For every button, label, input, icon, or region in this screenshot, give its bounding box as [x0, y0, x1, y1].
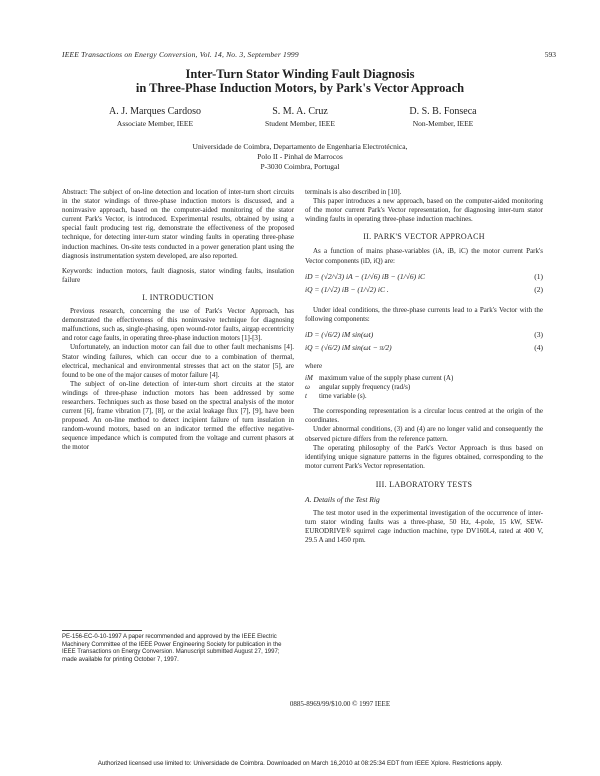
- copyright-line: 0885-8969/99/$10.00 © 1997 IEEE: [289, 700, 391, 708]
- left-column: [62, 188, 294, 453]
- author-role: Non-Member, IEEE: [412, 119, 474, 128]
- paragraph-ideal-conditions: Under ideal conditions, the three-phase currents lead to a Park's Vector with the following components:: [305, 305, 543, 323]
- affiliation-line-2: Polo II - Pinhal de Marrocos: [257, 152, 343, 161]
- right-column: [305, 188, 543, 545]
- subsection-test-rig: A. Details of the Test Rig: [305, 494, 380, 504]
- section-heading-parks-vector: II. PARK'S VECTOR APPROACH: [363, 232, 485, 242]
- equation-1-text: iD = (√2/√3) iA − (1/√6) iB − (1/√6) iC: [305, 271, 426, 281]
- journal-header: IEEE Transactions on Energy Conversion, Vol. 14, No. 3, September 1999: [62, 50, 299, 59]
- equation-2-text: iQ = (1/√2) iB − (1/√2) iC .: [305, 284, 389, 294]
- intro-paragraph-1: Previous research, concerning the use of Park's Vector Approach, has demonstrated the effectiveness of this noninvasive technique for diagnosing malfunctions, such as, single-phasing, open wound-rotor faults, airgap eccentricity and rotor cage faults, in operating three-phase induction motors [1]-[3].: [62, 307, 294, 343]
- section-heading-introduction: I. INTRODUCTION: [142, 292, 214, 302]
- paragraph-test-rig: The test motor used in the experimental investigation of the occurrence of inter-turn stator winding faults was a three-phase, 50 Hz, 4-pole, 15 kW, SEW-EURODRIVE® squirrel cage induction machine, type DV160L4, rated at 400 V, 29.5 A and 1450 rpm.: [305, 509, 543, 545]
- section-heading-laboratory-tests: III. LABORATORY TESTS: [375, 479, 473, 489]
- keywords: Keywords: induction motors, fault diagnosis, stator winding faults, insulation failure: [62, 266, 294, 284]
- paragraph-park-components: As a function of mains phase-variables (iA, iB, iC) the motor current Park's Vector components (iD, iQ) are:: [305, 247, 543, 265]
- equation-1-number: (1): [534, 271, 543, 281]
- download-notice: Authorized licensed use limited to: Universidade de Coimbra. Downloaded on March 16,2010 at 08:25:34 EDT from IEEE Xplore. Restrictions apply.: [97, 760, 503, 767]
- affiliation: [0, 142, 600, 172]
- author-role: Associate Member, IEEE: [116, 119, 194, 128]
- footnote-rule: [62, 630, 142, 631]
- where-label: where: [305, 361, 323, 370]
- paragraph-continued: terminals is also described in [10].: [305, 188, 402, 196]
- equation-1: [305, 272, 543, 285]
- title-line-2: in Three-Phase Induction Motors, by Park's Vector Approach: [135, 81, 465, 95]
- equation-3-number: (3): [534, 329, 543, 339]
- page-number: 593: [544, 50, 556, 59]
- definition-row: [305, 374, 543, 383]
- equation-2-number: (2): [534, 284, 543, 294]
- definition-text: maximum value of the supply phase current (A): [319, 373, 454, 382]
- definition-symbol: ω: [305, 383, 310, 392]
- author-1: [80, 106, 230, 130]
- equation-2: [305, 285, 543, 298]
- equation-3-text: iD = (√6/2) iM sin(ωt): [305, 329, 374, 339]
- title-line-1: Inter-Turn Stator Winding Fault Diagnosis: [185, 67, 415, 81]
- paragraph-new-approach: This paper introduces a new approach, based on the computer-aided monitoring of the motor current Park's Vector representation, for diagnosing inter-turn stator winding faults in operating three-phase induction machines.: [305, 197, 543, 224]
- intro-paragraph-3: The subject of on-line detection of inter-turn short circuits at the stator windings of three-phase induction motors has been addressed by some researchers. Techniques such as those based on the spectral analysis of the motor current [6], frame vibration [7], [8], or the axial leakage flux [7], [9], have been proposed. An on-line method to detect incipient failure of turn insulation in random-wound motors, based on an indicator termed the effective negative-sequence impedance which is computed from the voltage and current phasors at the motor: [62, 379, 294, 452]
- affiliation-line-1: Universidade de Coimbra, Departamento de Engenharia Electrotécnica,: [192, 142, 408, 151]
- paper-title: [0, 67, 600, 95]
- author-2: [235, 106, 365, 130]
- definition-symbol: iM: [305, 373, 313, 382]
- paragraph-philosophy: The operating philosophy of the Park's Vector Approach is thus based on identifying unique signature patterns in the figures obtained, corresponding to the motor current Park's Vector representation.: [305, 443, 543, 470]
- abstract: Abstract: The subject of on-line detection and location of inter-turn short circuits in the stator windings of three-phase induction motors is discussed, and a noninvasive approach, based on the computer-aided monitoring of the stator current Park's Vector, is introduced. Experimental results, obtained by using a special fault producing test rig, demonstrate the effectiveness of the proposed technique, for detecting inter-turn stator winding faults in operating three-phase induction machines. On-site tests conducted in a power generation plant using the diagnosis instrumentation system developed, are also reported.: [62, 188, 294, 260]
- author-role: Student Member, IEEE: [265, 119, 335, 128]
- paragraph-circular-locus: The corresponding representation is a circular locus centred at the origin of the coordinates.: [305, 407, 543, 425]
- definition-text: time variable (s).: [319, 392, 367, 401]
- intro-paragraph-2: Unfortunately, an induction motor can fail due to other fault mechanisms [4]. Stator winding failures, which can occur due to a combination of thermal, electrical, mechanical and environmental stresses that act on the stator [5], are found to be one of the major causes of motor failure [4].: [62, 343, 294, 379]
- definition-symbol: t: [305, 392, 307, 401]
- equation-4-text: iQ = (√6/2) iM sin(ωt − π/2): [305, 342, 392, 352]
- author-name: S. M. A. Cruz: [272, 106, 328, 117]
- definition-row: [305, 383, 543, 392]
- equation-3: [305, 330, 543, 343]
- symbol-definitions: [305, 374, 543, 401]
- author-name: D. S. B. Fonseca: [409, 106, 477, 117]
- definition-row: [305, 392, 543, 401]
- definition-text: angular supply frequency (rad/s): [319, 383, 411, 392]
- equation-4: [305, 343, 543, 356]
- author-3: [378, 106, 508, 130]
- author-name: A. J. Marques Cardoso: [109, 106, 201, 117]
- equation-4-number: (4): [534, 342, 543, 352]
- affiliation-line-3: P-3030 Coimbra, Portugal: [260, 162, 340, 171]
- footnote: PE-156-EC-0-10-1997 A paper recommended and approved by the IEEE Electric Machinery Committee of the IEEE Power Engineering Society for publication in the IEEE Transactions on Energy Conversion. Manuscript submitted August 27, 1997; made available for printing October 7, 1997.: [62, 634, 282, 663]
- paragraph-abnormal: Under abnormal conditions, (3) and (4) are no longer valid and consequently the observed picture differs from the reference pattern.: [305, 425, 543, 443]
